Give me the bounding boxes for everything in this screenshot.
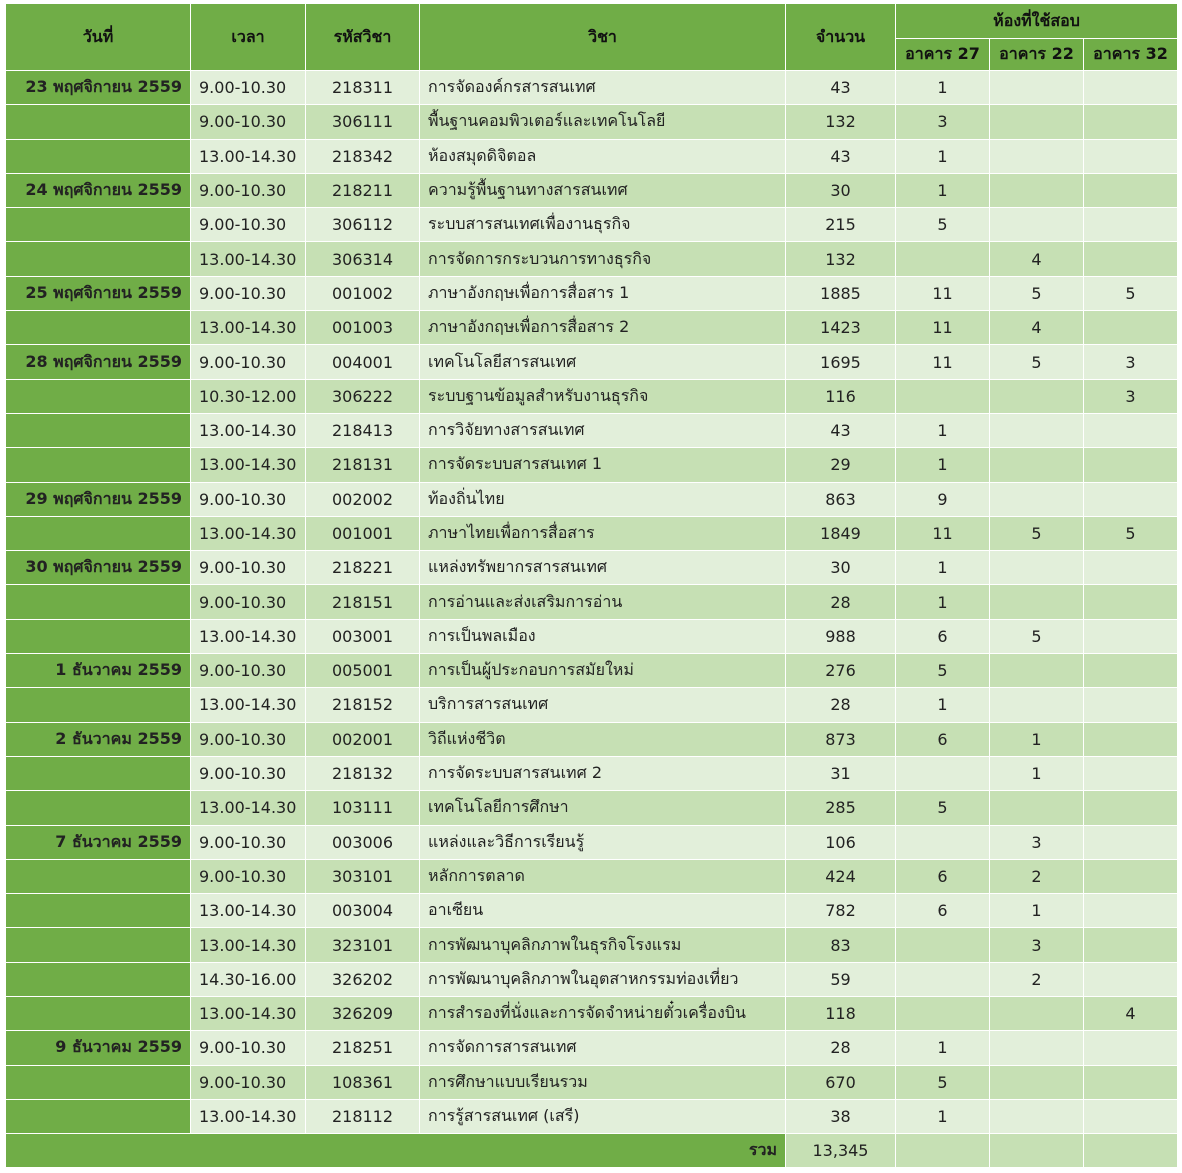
cell-subject: การจัดการกระบวนการทางธุรกิจ	[420, 242, 786, 276]
cell-subject: แหล่งและวิธีการเรียนรู้	[420, 825, 786, 859]
cell-count: 1849	[786, 516, 896, 550]
cell-subject: การเป็นพลเมือง	[420, 619, 786, 653]
cell-building-32	[1084, 71, 1178, 105]
cell-building-27: 11	[896, 516, 990, 550]
cell-building-32	[1084, 208, 1178, 242]
table-row	[6, 1099, 1178, 1133]
cell-building-27: 3	[896, 105, 990, 139]
cell-count: 276	[786, 654, 896, 688]
cell-building-32	[1084, 105, 1178, 139]
cell-date: 24 พฤศจิกายน 2559	[6, 173, 191, 207]
cell-building-32: 5	[1084, 276, 1178, 310]
cell-date	[6, 516, 191, 550]
cell-building-32: 3	[1084, 345, 1178, 379]
cell-building-22	[990, 688, 1084, 722]
cell-building-27: 9	[896, 482, 990, 516]
table-row	[6, 345, 1178, 379]
cell-building-27: 5	[896, 1065, 990, 1099]
cell-building-27: 5	[896, 208, 990, 242]
cell-count: 116	[786, 379, 896, 413]
table-row	[6, 173, 1178, 207]
cell-count: 38	[786, 1099, 896, 1133]
cell-date: 1 ธันวาคม 2559	[6, 654, 191, 688]
table-row	[6, 1031, 1178, 1065]
cell-building-22: 5	[990, 619, 1084, 653]
cell-building-32	[1084, 173, 1178, 207]
cell-code: 005001	[306, 654, 420, 688]
cell-subject: ภาษาไทยเพื่อการสื่อสาร	[420, 516, 786, 550]
cell-building-27: 11	[896, 276, 990, 310]
table-row	[6, 928, 1178, 962]
cell-building-27: 1	[896, 551, 990, 585]
table-row	[6, 242, 1178, 276]
cell-building-22	[990, 105, 1084, 139]
cell-time: 9.00-10.30	[191, 345, 306, 379]
cell-time: 13.00-14.30	[191, 688, 306, 722]
cell-building-27: 6	[896, 619, 990, 653]
cell-code: 218342	[306, 139, 420, 173]
cell-count: 1885	[786, 276, 896, 310]
cell-building-22	[990, 654, 1084, 688]
cell-date	[6, 756, 191, 790]
cell-subject: การพัฒนาบุคลิกภาพในธุรกิจโรงแรม	[420, 928, 786, 962]
cell-building-22: 5	[990, 276, 1084, 310]
table-row	[6, 516, 1178, 550]
cell-subject: หลักการตลาด	[420, 859, 786, 893]
cell-count: 215	[786, 208, 896, 242]
cell-date	[6, 105, 191, 139]
table-row	[6, 379, 1178, 413]
cell-building-27: 1	[896, 139, 990, 173]
cell-subject: การศึกษาแบบเรียนรวม	[420, 1065, 786, 1099]
cell-building-22	[990, 1099, 1084, 1133]
total-blank-cell	[896, 1134, 990, 1168]
header-building-27: อาคาร 27	[896, 39, 990, 71]
cell-building-32	[1084, 1031, 1178, 1065]
cell-date: 23 พฤศจิกายน 2559	[6, 71, 191, 105]
cell-building-27: 1	[896, 688, 990, 722]
cell-code: 218211	[306, 173, 420, 207]
cell-count: 132	[786, 242, 896, 276]
cell-subject: การจัดการสารสนเทศ	[420, 1031, 786, 1065]
cell-time: 9.00-10.30	[191, 71, 306, 105]
cell-time: 9.00-10.30	[191, 859, 306, 893]
cell-count: 43	[786, 139, 896, 173]
total-value: 13,345	[786, 1134, 896, 1168]
cell-subject: พื้นฐานคอมพิวเตอร์และเทคโนโลยี	[420, 105, 786, 139]
cell-code: 004001	[306, 345, 420, 379]
cell-count: 28	[786, 1031, 896, 1065]
cell-code: 303101	[306, 859, 420, 893]
cell-date: 9 ธันวาคม 2559	[6, 1031, 191, 1065]
cell-code: 218132	[306, 756, 420, 790]
header-code: รหัสวิชา	[306, 4, 420, 71]
cell-building-22	[990, 482, 1084, 516]
cell-time: 13.00-14.30	[191, 928, 306, 962]
cell-time: 9.00-10.30	[191, 551, 306, 585]
cell-building-22: 1	[990, 722, 1084, 756]
cell-time: 14.30-16.00	[191, 962, 306, 996]
table-header	[6, 4, 1178, 71]
cell-building-22	[990, 1031, 1084, 1065]
cell-building-32: 5	[1084, 516, 1178, 550]
cell-date: 30 พฤศจิกายน 2559	[6, 551, 191, 585]
table-row	[6, 859, 1178, 893]
total-blank-cell	[990, 1134, 1084, 1168]
cell-subject: การรู้สารสนเทศ (เสรี)	[420, 1099, 786, 1133]
cell-building-32	[1084, 962, 1178, 996]
table-row	[6, 722, 1178, 756]
header-subject: วิชา	[420, 4, 786, 71]
cell-building-27: 1	[896, 585, 990, 619]
cell-code: 003006	[306, 825, 420, 859]
cell-building-32	[1084, 619, 1178, 653]
cell-date	[6, 997, 191, 1031]
cell-building-27: 6	[896, 894, 990, 928]
cell-building-22: 4	[990, 311, 1084, 345]
cell-code: 218152	[306, 688, 420, 722]
cell-building-27: 1	[896, 413, 990, 447]
cell-subject: การเป็นผู้ประกอบการสมัยใหม่	[420, 654, 786, 688]
cell-building-27	[896, 756, 990, 790]
cell-date	[6, 619, 191, 653]
cell-building-22: 1	[990, 894, 1084, 928]
header-date: วันที่	[6, 4, 191, 71]
cell-building-32	[1084, 825, 1178, 859]
cell-building-27	[896, 928, 990, 962]
exam-schedule-table	[5, 3, 1178, 1168]
cell-subject: ระบบฐานข้อมูลสำหรับงานธุรกิจ	[420, 379, 786, 413]
cell-building-32	[1084, 1099, 1178, 1133]
cell-building-27: 11	[896, 311, 990, 345]
cell-subject: การสำรองที่นั่งและการจัดจำหน่ายตั๋วเครื่องบิน	[420, 997, 786, 1031]
cell-building-32	[1084, 242, 1178, 276]
cell-building-22	[990, 1065, 1084, 1099]
cell-building-27: 1	[896, 71, 990, 105]
cell-building-22	[990, 208, 1084, 242]
cell-code: 003004	[306, 894, 420, 928]
cell-building-27: 11	[896, 345, 990, 379]
cell-building-27	[896, 825, 990, 859]
cell-building-32	[1084, 551, 1178, 585]
cell-code: 326202	[306, 962, 420, 996]
cell-count: 43	[786, 71, 896, 105]
cell-building-27	[896, 379, 990, 413]
cell-subject: การจัดองค์กรสารสนเทศ	[420, 71, 786, 105]
cell-building-32: 4	[1084, 997, 1178, 1031]
cell-subject: บริการสารสนเทศ	[420, 688, 786, 722]
table-body	[6, 71, 1178, 1134]
cell-time: 13.00-14.30	[191, 413, 306, 447]
cell-building-22: 1	[990, 756, 1084, 790]
cell-code: 218413	[306, 413, 420, 447]
cell-building-32	[1084, 482, 1178, 516]
cell-building-32	[1084, 859, 1178, 893]
cell-date	[6, 242, 191, 276]
cell-date	[6, 311, 191, 345]
cell-time: 9.00-10.30	[191, 482, 306, 516]
cell-date: 7 ธันวาคม 2559	[6, 825, 191, 859]
table-row	[6, 688, 1178, 722]
cell-code: 218221	[306, 551, 420, 585]
cell-building-27: 6	[896, 722, 990, 756]
cell-subject: ความรู้พื้นฐานทางสารสนเทศ	[420, 173, 786, 207]
cell-subject: แหล่งทรัพยากรสารสนเทศ	[420, 551, 786, 585]
cell-count: 118	[786, 997, 896, 1031]
cell-time: 9.00-10.30	[191, 585, 306, 619]
cell-subject: ระบบสารสนเทศเพื่องานธุรกิจ	[420, 208, 786, 242]
cell-date	[6, 1065, 191, 1099]
cell-building-32	[1084, 311, 1178, 345]
cell-subject: การอ่านและส่งเสริมการอ่าน	[420, 585, 786, 619]
table-row	[6, 208, 1178, 242]
cell-count: 670	[786, 1065, 896, 1099]
cell-subject: ท้องถิ่นไทย	[420, 482, 786, 516]
cell-count: 31	[786, 756, 896, 790]
cell-code: 218112	[306, 1099, 420, 1133]
table-row	[6, 619, 1178, 653]
cell-code: 218251	[306, 1031, 420, 1065]
cell-building-27: 1	[896, 1099, 990, 1133]
cell-building-27: 6	[896, 859, 990, 893]
cell-building-32	[1084, 722, 1178, 756]
cell-time: 9.00-10.30	[191, 654, 306, 688]
cell-date	[6, 688, 191, 722]
cell-subject: การพัฒนาบุคลิกภาพในอุตสาหกรรมท่องเที่ยว	[420, 962, 786, 996]
cell-count: 59	[786, 962, 896, 996]
cell-building-22	[990, 379, 1084, 413]
table-row	[6, 105, 1178, 139]
cell-time: 13.00-14.30	[191, 619, 306, 653]
cell-building-22: 5	[990, 345, 1084, 379]
cell-building-32	[1084, 413, 1178, 447]
cell-time: 9.00-10.30	[191, 1065, 306, 1099]
cell-subject: การจัดระบบสารสนเทศ 2	[420, 756, 786, 790]
table-row	[6, 551, 1178, 585]
cell-count: 28	[786, 688, 896, 722]
header-building-32: อาคาร 32	[1084, 39, 1178, 71]
cell-date	[6, 413, 191, 447]
cell-code: 306111	[306, 105, 420, 139]
header-count: จำนวน	[786, 4, 896, 71]
cell-code: 002002	[306, 482, 420, 516]
cell-time: 9.00-10.30	[191, 756, 306, 790]
cell-subject: วิถีแห่งชีวิต	[420, 722, 786, 756]
cell-subject: ห้องสมุดดิจิตอล	[420, 139, 786, 173]
cell-count: 863	[786, 482, 896, 516]
cell-date	[6, 962, 191, 996]
table-row	[6, 71, 1178, 105]
table-row	[6, 894, 1178, 928]
cell-building-22	[990, 791, 1084, 825]
cell-time: 13.00-14.30	[191, 997, 306, 1031]
cell-count: 29	[786, 448, 896, 482]
cell-subject: การจัดระบบสารสนเทศ 1	[420, 448, 786, 482]
cell-date	[6, 208, 191, 242]
cell-building-22: 4	[990, 242, 1084, 276]
cell-date: 25 พฤศจิกายน 2559	[6, 276, 191, 310]
cell-count: 424	[786, 859, 896, 893]
cell-building-32	[1084, 448, 1178, 482]
table-row	[6, 962, 1178, 996]
cell-building-27: 5	[896, 654, 990, 688]
cell-date	[6, 585, 191, 619]
table-row	[6, 654, 1178, 688]
cell-building-27: 1	[896, 173, 990, 207]
table-row	[6, 585, 1178, 619]
table-row	[6, 276, 1178, 310]
cell-building-22	[990, 173, 1084, 207]
table-row	[6, 756, 1178, 790]
table-row	[6, 311, 1178, 345]
cell-building-32	[1084, 654, 1178, 688]
cell-time: 10.30-12.00	[191, 379, 306, 413]
cell-code: 218311	[306, 71, 420, 105]
total-label: รวม	[6, 1134, 786, 1168]
cell-code: 218151	[306, 585, 420, 619]
header-building-22: อาคาร 22	[990, 39, 1084, 71]
cell-time: 13.00-14.30	[191, 139, 306, 173]
cell-count: 83	[786, 928, 896, 962]
cell-building-22	[990, 585, 1084, 619]
cell-code: 306222	[306, 379, 420, 413]
cell-count: 43	[786, 413, 896, 447]
cell-building-22	[990, 997, 1084, 1031]
total-blank-cell	[1084, 1134, 1178, 1168]
cell-code: 218131	[306, 448, 420, 482]
cell-subject: เทคโนโลยีสารสนเทศ	[420, 345, 786, 379]
cell-time: 13.00-14.30	[191, 1099, 306, 1133]
cell-code: 306314	[306, 242, 420, 276]
table-row	[6, 825, 1178, 859]
cell-building-22: 3	[990, 825, 1084, 859]
cell-time: 9.00-10.30	[191, 1031, 306, 1065]
cell-building-32	[1084, 928, 1178, 962]
cell-time: 13.00-14.30	[191, 242, 306, 276]
table-row	[6, 413, 1178, 447]
cell-subject: ภาษาอังกฤษเพื่อการสื่อสาร 1	[420, 276, 786, 310]
cell-count: 28	[786, 585, 896, 619]
cell-date: 2 ธันวาคม 2559	[6, 722, 191, 756]
cell-code: 108361	[306, 1065, 420, 1099]
cell-subject: เทคโนโลยีการศึกษา	[420, 791, 786, 825]
table-row	[6, 791, 1178, 825]
table-row	[6, 1065, 1178, 1099]
cell-time: 9.00-10.30	[191, 105, 306, 139]
cell-date	[6, 791, 191, 825]
cell-count: 30	[786, 551, 896, 585]
cell-time: 9.00-10.30	[191, 825, 306, 859]
cell-count: 106	[786, 825, 896, 859]
cell-date	[6, 1099, 191, 1133]
cell-code: 003001	[306, 619, 420, 653]
cell-date	[6, 894, 191, 928]
cell-date	[6, 379, 191, 413]
cell-count: 782	[786, 894, 896, 928]
cell-count: 30	[786, 173, 896, 207]
cell-building-22	[990, 139, 1084, 173]
cell-time: 9.00-10.30	[191, 173, 306, 207]
cell-building-27	[896, 962, 990, 996]
cell-time: 13.00-14.30	[191, 516, 306, 550]
cell-time: 13.00-14.30	[191, 894, 306, 928]
cell-building-22: 2	[990, 962, 1084, 996]
cell-code: 002001	[306, 722, 420, 756]
cell-building-22	[990, 71, 1084, 105]
cell-time: 13.00-14.30	[191, 311, 306, 345]
cell-building-32	[1084, 688, 1178, 722]
cell-time: 9.00-10.30	[191, 208, 306, 242]
cell-building-22: 3	[990, 928, 1084, 962]
cell-building-22	[990, 448, 1084, 482]
cell-building-22: 2	[990, 859, 1084, 893]
cell-date: 28 พฤศจิกายน 2559	[6, 345, 191, 379]
cell-building-32	[1084, 585, 1178, 619]
cell-building-27: 1	[896, 1031, 990, 1065]
cell-count: 132	[786, 105, 896, 139]
cell-count: 873	[786, 722, 896, 756]
cell-code: 306112	[306, 208, 420, 242]
cell-code: 001003	[306, 311, 420, 345]
cell-code: 326209	[306, 997, 420, 1031]
cell-time: 13.00-14.30	[191, 448, 306, 482]
cell-code: 001002	[306, 276, 420, 310]
cell-count: 1695	[786, 345, 896, 379]
cell-count: 988	[786, 619, 896, 653]
cell-date	[6, 928, 191, 962]
cell-subject: การวิจัยทางสารสนเทศ	[420, 413, 786, 447]
cell-building-32	[1084, 894, 1178, 928]
cell-date: 29 พฤศจิกายน 2559	[6, 482, 191, 516]
cell-building-22	[990, 551, 1084, 585]
cell-count: 285	[786, 791, 896, 825]
table-row	[6, 482, 1178, 516]
cell-count: 1423	[786, 311, 896, 345]
cell-code: 001001	[306, 516, 420, 550]
cell-building-27	[896, 997, 990, 1031]
cell-subject: ภาษาอังกฤษเพื่อการสื่อสาร 2	[420, 311, 786, 345]
cell-building-32: 3	[1084, 379, 1178, 413]
cell-building-32	[1084, 756, 1178, 790]
cell-date	[6, 859, 191, 893]
cell-code: 323101	[306, 928, 420, 962]
cell-time: 9.00-10.30	[191, 276, 306, 310]
cell-time: 13.00-14.30	[191, 791, 306, 825]
table-footer	[6, 1134, 1178, 1168]
cell-building-27	[896, 242, 990, 276]
cell-date	[6, 448, 191, 482]
header-time: เวลา	[191, 4, 306, 71]
cell-building-32	[1084, 139, 1178, 173]
cell-time: 9.00-10.30	[191, 722, 306, 756]
cell-subject: อาเซียน	[420, 894, 786, 928]
cell-building-32	[1084, 791, 1178, 825]
table-row	[6, 448, 1178, 482]
cell-code: 103111	[306, 791, 420, 825]
cell-building-27: 5	[896, 791, 990, 825]
header-rooms: ห้องที่ใช้สอบ	[896, 4, 1178, 39]
table-row	[6, 139, 1178, 173]
cell-building-32	[1084, 1065, 1178, 1099]
cell-building-22: 5	[990, 516, 1084, 550]
cell-date	[6, 139, 191, 173]
table-row	[6, 997, 1178, 1031]
cell-building-22	[990, 413, 1084, 447]
cell-building-27: 1	[896, 448, 990, 482]
